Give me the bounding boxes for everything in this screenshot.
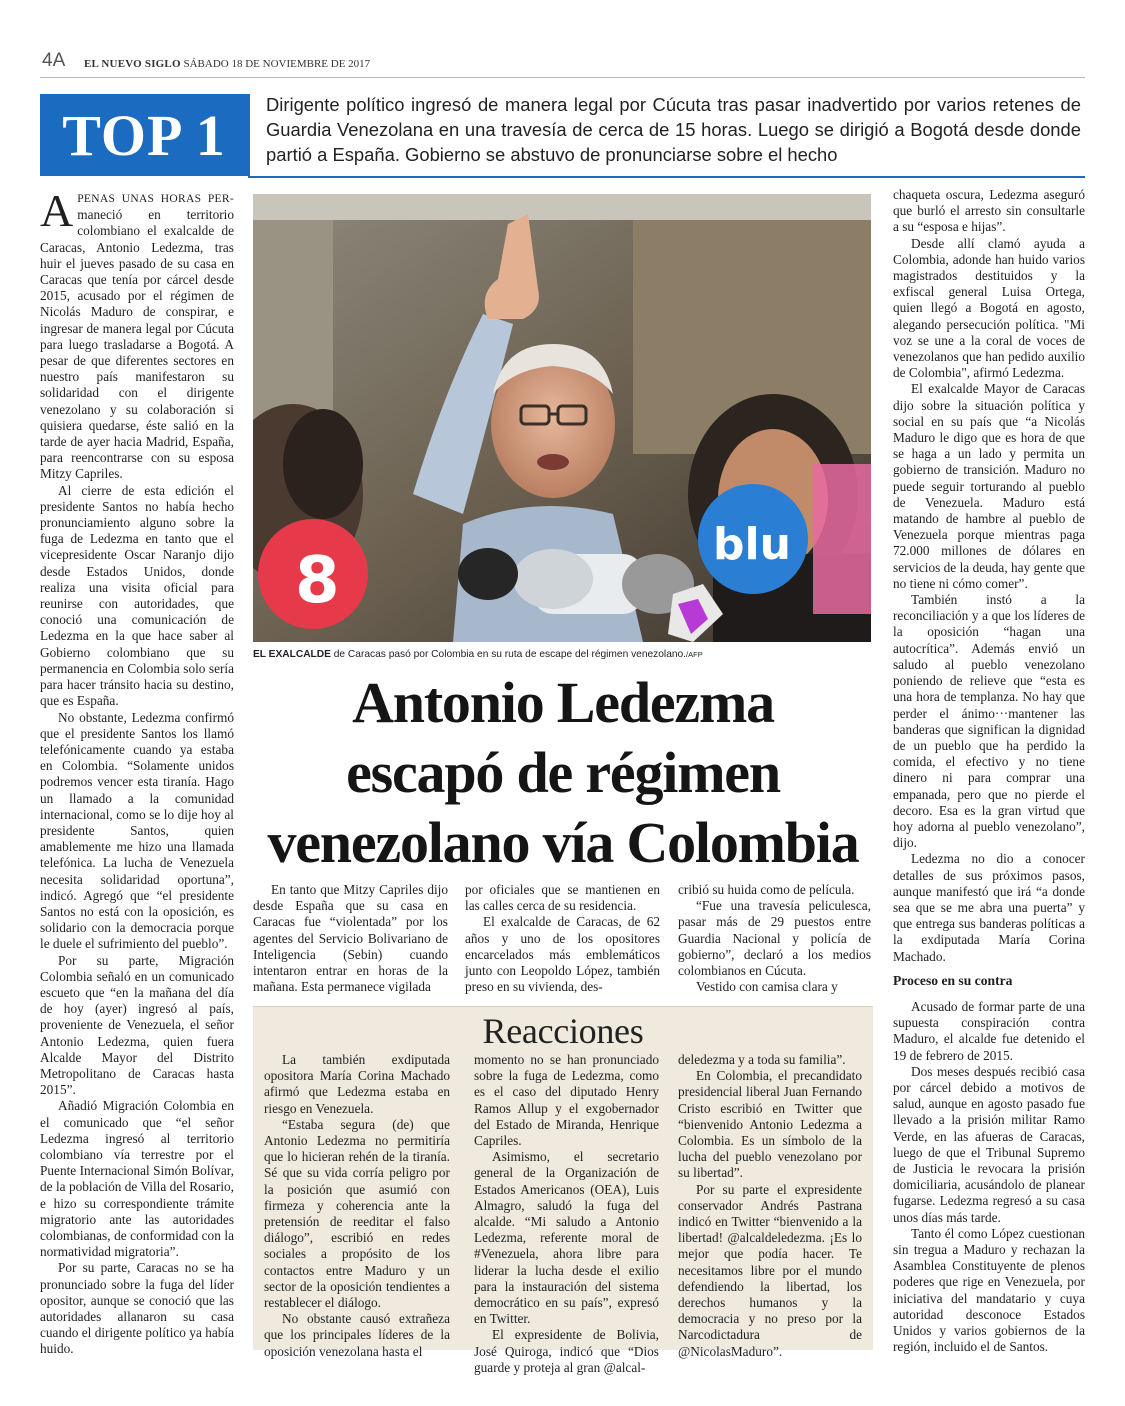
lead-paragraph — [40, 185, 234, 483]
paragraph: No obstante causó extrañeza que los principales líderes de la oposición venezolana hasta el — [264, 1311, 450, 1359]
paragraph: Acusado de formar parte de una supuesta conspiración contra Maduro, el alcalde fue detenido el 19 de febrero de 2015. — [893, 998, 1085, 1063]
paragraph: cribió su huida como de película. — [678, 882, 855, 897]
article-column-4 — [678, 882, 871, 995]
reactions-title: Reacciones — [482, 1011, 644, 1051]
paragraph: maneció en territorio colombiano el exalcalde de Caracas, Antonio Ledezma, tras huir el jueves pasado de su casa en Caracas que tenía por cárcel desde 2015, acusado por el régimen de Nicolás Maduro de conspirar, e ingresar de manera legal por Cúcuta para luego trasladarse a Bogotá. A pesar de que diferentes sectores en nuestro país manifestaron su solidaridad con el dirigente venezolano y su colaboración si quisiera quedarse, éste salió en la tarde de ayer hacia Madrid, España, para reencontrarse con su esposa Mitzy Capriles. — [40, 207, 234, 482]
paragraph: Por su parte, Migración Colombia señaló en un comunicado escueto que “en la mañana del día de hoy (ayer) ingresó al país, proveniente de Venezuela, el señor Antonio Ledezma, quien fuera Alcalde Mayor del Distrito Metropolitano de Caracas hasta 2015”. — [40, 952, 234, 1098]
masthead — [84, 58, 370, 70]
paragraph: Añadió Migración Colombia en el comunicado que “el señor Ledezma ingresó al territorio colombiano vía terrestre por el Puente Internacional Simón Bolívar, de la población de Villa del Rosario, e hizo su correspondiente trámite migratorio ante las autoridades colombianas, de conformidad con la normatividad migratoria”. — [40, 1098, 234, 1260]
headline-line-1: Antonio Ledezma — [352, 670, 774, 735]
paragraph: Asimismo, el secretario general de la Organización de Estados Americanos (OEA), Luis Almagro, saludó la fuga del alcalde. “Mi saludo a Antonio Ledezma, referente moral de #Venezuela, ahora libre para liderar la lucha desde el exilio para la instauración del sistema democrático en su país”, expresó en Twitter. — [474, 1149, 659, 1327]
paragraph: momento no se han pronunciado sobre la fuga de Ledezma, como es el caso del diputado Henry Ramos Allup y el exgobernador del Estado de Miranda, Henrique Capriles. — [474, 1052, 659, 1149]
paragraph: Tanto él como López cuestionan sin tregua a Maduro y rechazan la Asamblea Constituyente de plenos poderes que rige en Venezuela, por iniciativa del mandatario y cuya autoridad desconoce Estados Unidos y varios gobiernos de la región, incluido el de Santos. — [893, 1225, 1085, 1355]
headline — [253, 668, 873, 878]
headline-line-3: venezolano vía Colombia — [267, 810, 859, 875]
subheading: Proceso en su contra — [893, 972, 1013, 988]
paragraph: El expresidente de Bolivia, José Quiroga, indicó que “Dios guarde y proteja al gran @alcal- — [474, 1327, 659, 1375]
paragraph: También instó a la reconciliación y a que los líderes de la oposición “hagan una autocrítica”. Además envió un saludo al pueblo venezolano poniendo de relieve que “esta es una hora de templanza. No hay que perder el ánimo···mantener las banderas que significan la dignidad de un pueblo que ha perdido la comida, el efectivo y no tiene dinero ni para comprar una empanada, pero que no pierde el decoro. Esa es la gran virtud que hoy adorna al pueblo venezolano”, dijo. — [893, 592, 1085, 851]
paragraph: “Estaba segura (de) que Antonio Ledezma no permitiría que lo hicieran rehén de la tiranía. Sé que su vida corría peligro por la posición que asumió con firmeza y coherencia ante la pretensión de reeditar el falso diálogo”, escribió en redes sociales a propósito de los contactos entre Maduro y un sector de la oposición tendientes a restablecer el diálogo. — [264, 1116, 450, 1311]
caption-lead: EL EXALCALDE — [253, 649, 331, 660]
photo-caption — [253, 649, 873, 660]
paragraph: chaqueta oscura, Ledezma aseguró que burló el arresto sin consultarle a su “esposa e hijas”. — [893, 187, 1085, 235]
top-band-underline — [248, 176, 1085, 178]
caption-text: de Caracas pasó por Colombia en su ruta de escape del régimen venezolano. — [330, 649, 687, 660]
lead-caps: PENAS UNAS HORAS PER- — [77, 193, 234, 205]
paragraph: deledezma y a toda su familia”. — [678, 1052, 846, 1067]
drop-cap: A — [40, 185, 74, 236]
paragraph: Por su parte el expresidente conservador Andrés Pastrana indicó en Twitter “bienvenido a la libertad! @alcaldeledezma. ¡Es lo mejor que podía hacer. Te necesitamos libre por el mundo defendiendo la libertad, los derechos humanos y la democracia y no preso por la Narcodictadura de @NicolasMaduro”. — [678, 1181, 862, 1359]
reactions-column-3 — [678, 1052, 862, 1360]
header-divider — [40, 77, 1085, 78]
article-column-5 — [893, 187, 1085, 1355]
article-column-2 — [253, 882, 448, 995]
paragraph: La también exdiputada opositora María Corina Machado afirmó que Ledezma estaba en riesgo en Venezuela. — [264, 1052, 450, 1116]
news-photo — [253, 194, 871, 642]
issue-date: SÁBADO 18 DE NOVIEMBRE DE 2017 — [183, 58, 371, 70]
paragraph: por oficiales que se mantienen en las calles cerca de su residencia. — [465, 882, 660, 914]
paragraph: Ledezma no dio a conocer detalles de sus próximos pasos, aunque manifestó que irá “a donde sea que se me abra una puerta” y que entrega sus banderas políticas a la exdiputada María Corina Machado. — [893, 851, 1085, 964]
paragraph: No obstante, Ledezma confirmó que el presidente Santos los llamó telefónicamente cuando ya estaba en Colombia. “Solamente unidos podremos vencer esta tiranía. Hago un llamado a la comunidad internacional, como se lo dije hoy al presidente Santos, quien amablemente me hizo una llamada telefónica. La lucha de Venezuela necesita solidaridad oportuna”, indicó. Agregó que “el presidente Santos no está con la oposición, es solidario con la democracia porque le duele el sufrimiento del pueblo”. — [40, 709, 234, 952]
article-column-1 — [40, 185, 234, 1358]
paragraph: En Colombia, el precandidato presidencial liberal Juan Fernando Cristo escribió en Twitter que “bienvenido Antonio Ledezma a Colombia. Es un símbolo de la lucha del pueblo venezolano por su libertad”. — [678, 1068, 862, 1181]
paragraph: El exalcalde de Caracas, de 62 años y uno de los opositores encarcelados más emblemáticos junto con Leopoldo López, también preso en su vivienda, des- — [465, 914, 660, 995]
top-band-divider — [248, 94, 250, 176]
article-column-3 — [465, 882, 660, 995]
photo-credit: /AFP — [686, 650, 703, 659]
paragraph: Por su parte, Caracas no se ha pronunciado sobre la fuga del líder opositor, aunque se conoció que las autoridades allanaron su casa cuando el dirigente político ya había huido. — [40, 1260, 234, 1357]
newspaper-name: EL NUEVO SIGLO — [84, 58, 181, 70]
paragraph: Desde allí clamó ayuda a Colombia, adonde han huido varios magistrados destituidos y la exfiscal general Luisa Ortega, quien llegó a Bogotá en agosto, alegando persecución política. "Mi voz se une a la coral de voces de venezolanos que han pedido auxilio de Colombia", afirmó Ledezma. — [893, 235, 1085, 381]
reactions-column-1 — [264, 1052, 450, 1360]
paragraph: Al cierre de esta edición el presidente Santos no había hecho pronunciamiento alguno sobre la fuga de Ledezma en tanto que el vicepresidente Oscar Naranjo dijo desde Estados Unidos, donde realiza una visita oficial para reunirse con autoridades, que conoció una comunicación de Ledezma en la que hace saber al Gobierno colombiano que su permanencia en Colombia solo sería para hacer tránsito hacia su destino, que es España. — [40, 482, 234, 709]
svg-text:8: 8 — [295, 544, 340, 618]
paragraph: “Fue una travesía peliculesca, pasar más de 29 puestos entre Guardia Nacional y policía de gobierno”, declaró a los medios colombianos en Cúcuta. — [678, 898, 871, 979]
paragraph: Vestido con camisa clara y — [696, 979, 838, 995]
paragraph: El exalcalde Mayor de Caracas dijo sobre la situación política y social en su país que “a Nicolás Maduro le digo que es hora de que se haga a un lado y permita un gobierno de transición. Maduro no puede seguir torturando al pueblo de Venezuela. Maduro está matando de hambre al pueblo de Venezuela porque mientras paga 72.000 millones de dólares en servicios de la deuda, hay gente que no tiene ni cómo comer”. — [893, 381, 1085, 591]
reactions-column-2 — [474, 1052, 659, 1376]
top-badge: TOP 1 — [40, 94, 248, 176]
article-deck: Dirigente político ingresó de manera legal por Cúcuta tras pasar inadvertido por varios retenes de Guardia Venezolana en una travesía de cerca de 15 horas. Luego se dirigió a Bogotá desde donde partió a España. Gobierno se abstuvo de pronunciarse sobre el hecho — [266, 94, 1081, 165]
reactions-box-border — [253, 1006, 873, 1007]
page-number: 4A — [42, 50, 66, 71]
mic-logo-blu: blu — [713, 519, 791, 570]
photo-illustration — [253, 194, 871, 642]
headline-line-2: escapó de régimen — [346, 740, 780, 805]
paragraph: Dos meses después recibió casa por cárcel debido a motivos de salud, aunque en agosto pasado fue llevado a la prisión militar Ramo Verde, en las afueras de Caracas, luego de que el Tribunal Supremo de Justicia le revocara la prisión domiciliaria, acusándolo de planear fugarse. Ledezma regresó a su casa unos días más tarde. — [893, 1063, 1085, 1225]
paragraph: En tanto que Mitzy Capriles dijo desde España que su casa en Caracas fue “violentada” por los agentes del Servicio Bolivariano de Inteligencia (Sebin) cuando intentaron entrar en horas de la mañana. Esta permanece vigilada — [253, 882, 448, 995]
